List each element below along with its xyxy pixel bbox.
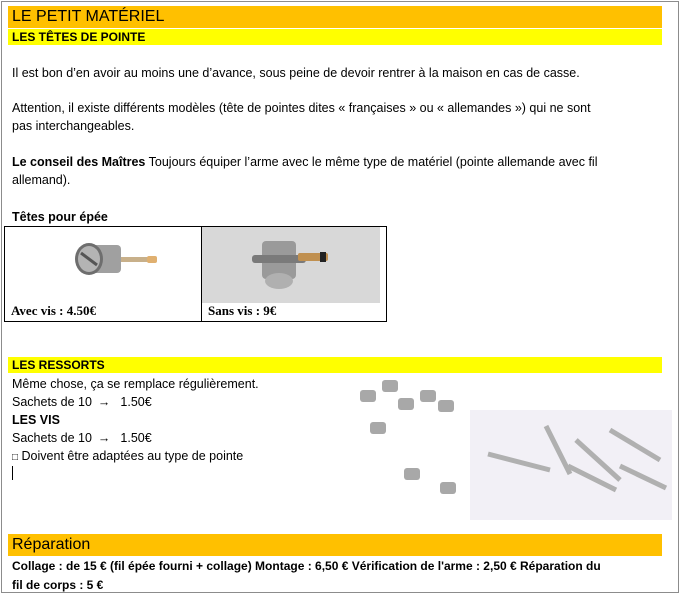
screw-head-image xyxy=(73,235,159,275)
screws-price-label: Sachets de 10 xyxy=(12,431,92,445)
repair-prices-line-2: fil de corps : 5 € xyxy=(12,578,104,592)
advice-line-2: allemand). xyxy=(12,173,71,187)
head-without-screw-price: Sans vis : 9€ xyxy=(208,303,277,318)
springs-price-row xyxy=(12,393,152,411)
screwless-head-image xyxy=(202,227,380,303)
section-title-petit-materiel: LE PETIT MATÉRIEL xyxy=(8,6,662,28)
warning-line-2: pas interchangeables. xyxy=(12,119,135,133)
heads-table xyxy=(4,226,387,322)
missing-glyph-icon: □ xyxy=(12,452,19,463)
arrow-icon: → xyxy=(97,395,111,409)
intro-paragraph: Il est bon d’en avoir au moins une d’avance, sous peine de devoir rentrer à la maison en cas de casse. xyxy=(12,66,580,80)
screws-note-row xyxy=(12,447,243,467)
repair-prices-line-1: Collage : de 15 € (fil épée fourni + collage) Montage : 6,50 € Vérification de l'arme : 2,50 € Réparation du xyxy=(12,559,601,573)
screws-price-row xyxy=(12,429,152,447)
section-title-reparation: Réparation xyxy=(8,534,662,556)
screws-title: LES VIS xyxy=(12,413,60,427)
head-with-screw-price: Avec vis : 4.50€ xyxy=(11,303,96,318)
text-cursor xyxy=(12,466,13,480)
screws-note: Doivent être adaptées au type de pointe xyxy=(21,449,244,463)
subtitle-ressorts: LES RESSORTS xyxy=(8,357,662,373)
springs-screws-image xyxy=(320,370,672,520)
warning-line-1: Attention, il existe différents modèles (tête de pointes dites « françaises » ou « allemandes ») qui ne sont xyxy=(12,101,591,115)
arrow-icon: → xyxy=(97,431,111,445)
head-with-screw-cell xyxy=(5,227,202,322)
advice-line-1 xyxy=(12,153,597,171)
head-without-screw-cell xyxy=(202,227,387,322)
advice-label: Le conseil des Maîtres xyxy=(12,155,146,169)
springs-text: Même chose, ça se remplace régulièrement. xyxy=(12,377,259,391)
heads-title: Têtes pour épée xyxy=(12,210,108,224)
screws-price: 1.50€ xyxy=(120,431,152,445)
springs-price-label: Sachets de 10 xyxy=(12,395,92,409)
advice-text: Toujours équiper l’arme avec le même type de matériel (pointe allemande avec fil xyxy=(145,155,598,169)
subtitle-tetes-de-pointe: LES TÊTES DE POINTE xyxy=(8,29,662,45)
springs-price: 1.50€ xyxy=(120,395,152,409)
